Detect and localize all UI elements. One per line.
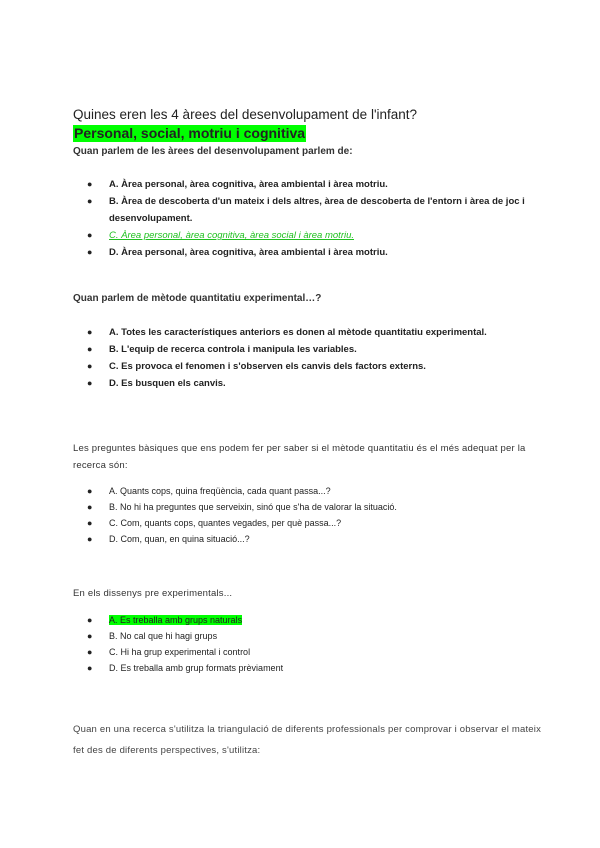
bullet-icon: ● bbox=[87, 486, 93, 496]
bullet-icon: ● bbox=[87, 615, 93, 625]
option-a-correct: ● A. Es treballa amb grups naturals bbox=[73, 612, 533, 628]
question-4-heading: Les preguntes bàsiques que ens podem fer per saber si el mètode quantitatiu és el més adequat per la recerca són: bbox=[73, 443, 526, 471]
option-b: ● B. No cal que hi hagi grups bbox=[73, 628, 533, 644]
bullet-icon: ● bbox=[87, 647, 93, 657]
option-b: ● B. No hi ha preguntes que serveixin, sinó que s'ha de valorar la situació. bbox=[73, 499, 533, 515]
option-a-correct: ● A. Totes les característiques anteriors es donen al mètode quantitatiu experimental. bbox=[73, 324, 533, 341]
bullet-icon: ● bbox=[87, 179, 93, 189]
option-d: ● D. Àrea personal, àrea cognitiva, àrea ambiental i àrea motriu. bbox=[73, 244, 533, 261]
bullet-icon: ● bbox=[87, 534, 93, 544]
bullet-icon: ● bbox=[87, 196, 93, 206]
bullet-icon: ● bbox=[87, 247, 93, 257]
option-c: ● C. Es provoca el fenomen i s'observen els canvis dels factors externs. bbox=[73, 358, 533, 375]
question-2-options bbox=[73, 176, 533, 261]
option-a-correct: ● A. Quants cops, quina freqüència, cada quant passa...? bbox=[73, 483, 533, 499]
option-d: ● D. Es busquen els canvis. bbox=[73, 375, 533, 392]
question-5-options bbox=[73, 612, 533, 676]
bullet-icon: ● bbox=[87, 631, 93, 641]
option-a: ● A. Àrea personal, àrea cognitiva, àrea ambiental i àrea motriu. bbox=[73, 176, 533, 193]
question-1-answer: Personal, social, motriu i cognitiva bbox=[74, 125, 306, 141]
bullet-icon: ● bbox=[87, 663, 93, 673]
bullet-icon: ● bbox=[87, 344, 93, 354]
question-2-heading: Quan parlem de les àrees del desenvolupament parlem de: bbox=[73, 146, 353, 157]
question-1-title: Quines eren les 4 àrees del desenvolupament de l'infant? bbox=[73, 107, 418, 122]
question-3-options bbox=[73, 324, 533, 392]
question-5-heading: En els dissenys pre experimentals... bbox=[73, 588, 233, 599]
bullet-icon: ● bbox=[87, 361, 93, 371]
bullet-icon: ● bbox=[87, 378, 93, 388]
option-b: ● B. Àrea de descoberta d'un mateix i dels altres, àrea de descoberta de l'entorn i àrea de joc i desenvolupament. bbox=[73, 193, 533, 227]
option-b: ● B. L'equip de recerca controla i manipula les variables. bbox=[73, 341, 533, 358]
bullet-icon: ● bbox=[87, 327, 93, 337]
option-d: ● D. Com, quan, en quina situació...? bbox=[73, 531, 533, 547]
question-4-options bbox=[73, 483, 533, 547]
option-c-correct: ● C. Àrea personal, àrea cognitiva, àrea social i àrea motriu. bbox=[73, 227, 533, 244]
option-c: ● C. Com, quants cops, quantes vegades, per què passa...? bbox=[73, 515, 533, 531]
bullet-icon: ● bbox=[87, 230, 93, 240]
option-c: ● C. Hi ha grup experimental i control bbox=[73, 644, 533, 660]
bullet-icon: ● bbox=[87, 502, 93, 512]
question-3-heading: Quan parlem de mètode quantitatiu experimental…? bbox=[73, 293, 322, 304]
bullet-icon: ● bbox=[87, 518, 93, 528]
question-6-text: Quan en una recerca s'utilitza la triangulació de diferents professionals per comprovar i observar el mateix fet des de diferents perspectives, s'utilitza: bbox=[73, 724, 542, 756]
option-d: ● D. Es treballa amb grup formats prèviament bbox=[73, 660, 533, 676]
